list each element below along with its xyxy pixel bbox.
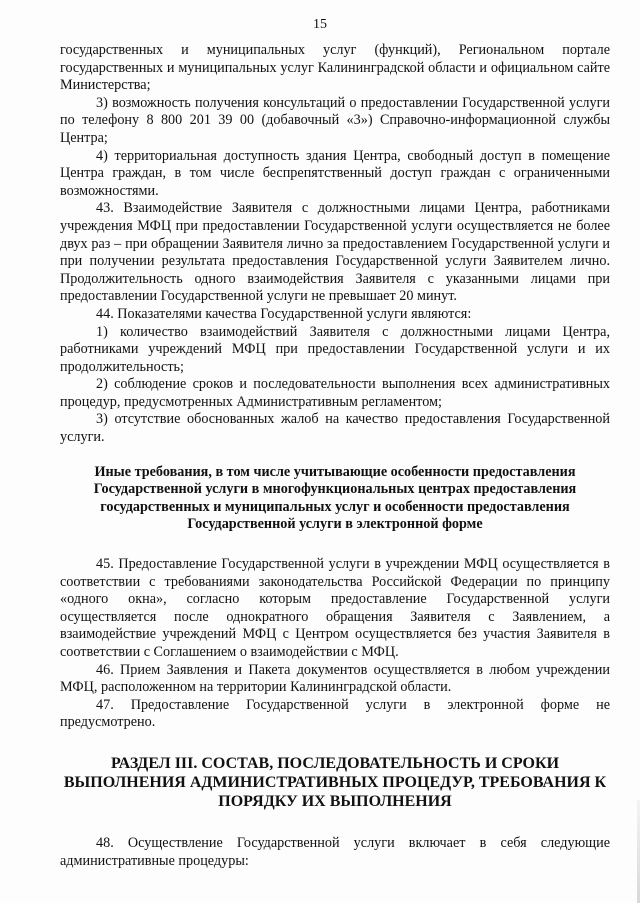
paragraph-47: 47. Предоставление Государственной услуги в электронной форме не предусмотрено. [60, 696, 610, 731]
spacer [60, 811, 610, 835]
paragraph-43: 43. Взаимодействие Заявителя с должностными лицами Центра, работниками учреждения МФЦ при предоставлении Государственной услуги осуществляется не более двух раз – при обращении Заявителя лично за предоставлением Государственной услуги и при получении результата предоставления Государственной услуги Заявителем лично. Продолжительность одного взаимодействия Заявителя с указанными лицами при предоставлении Государственной услуги не превышает 20 минут. [60, 200, 610, 305]
paragraph-48: 48. Осуществление Государственной услуги включает в себя следующие административные процедуры: [60, 834, 610, 869]
paragraph-item-4: 4) территориальная доступность здания Центра, свободный доступ в помещение Центра граждан, в том числе беспрепятственный доступ граждан с ограниченными возможностями. [60, 147, 610, 199]
spacer [60, 732, 610, 754]
paragraph-44: 44. Показателями качества Государственной услуги являются: [96, 305, 472, 322]
spacer [60, 534, 610, 556]
page-number: 15 [313, 17, 327, 32]
document-body [60, 42, 610, 870]
paragraph-44-item-2: 2) соблюдение сроков и последовательности выполнения всех административных процедур, предусмотренных Административным регламентом; [60, 376, 610, 410]
paragraph-44-item-3: 3) отсутствие обоснованных жалоб на качество предоставления Государственной услуги. [60, 411, 610, 446]
subsection-heading: Иные требования, в том числе учитывающие особенности предоставления Государственной услуги в многофункциональных центрах предоставления государственных и муниципальных услуг и особенности предоставления Государственной услуги в электронной форме [93, 463, 577, 533]
paragraph-item-3: 3) возможность получения консультаций о предоставлении Государственной услуги по телефону 8 800 201 39 00 (добавочный «3») Справочно-информационной службы Центра; [60, 94, 610, 146]
paragraph-continuation: государственных и муниципальных услуг (функций), Региональном портале государственных и муниципальных услуг Калининградской области и официальном сайте Министерства; [60, 42, 610, 94]
paragraph-46: 46. Прием Заявления и Пакета документов осуществляется в любом учреждении МФЦ, расположенном на территории Калининградской области. [60, 661, 610, 696]
paragraph-45: 45. Предоставление Государственной услуги в учреждении МФЦ осуществляется в соответствии с требованиями законодательства Российской Федерации по принципу «одного окна», согласно которым предоставление Государственной услуги осуществляется после однократного обращения Заявителя с Заявлением, а взаимодействие учреждений МФЦ с Центром осуществляется без участия Заявителя в соответствии с Соглашением о взаимодействии с МФЦ. [60, 556, 610, 660]
paragraph-44-item-1: 1) количество взаимодействий Заявителя с должностными лицами Центра, работниками учреждений МФЦ при предоставлении Государственной услуги и их продолжительность; [60, 323, 610, 375]
section-heading: РАЗДЕЛ III. СОСТАВ, ПОСЛЕДОВАТЕЛЬНОСТЬ И СРОКИ ВЫПОЛНЕНИЯ АДМИНИСТРАТИВНЫХ ПРОЦЕДУР, ТРЕБОВАНИЯ К ПОРЯДКУ ИХ ВЫПОЛНЕНИЯ [63, 754, 607, 810]
spacer [60, 447, 610, 464]
